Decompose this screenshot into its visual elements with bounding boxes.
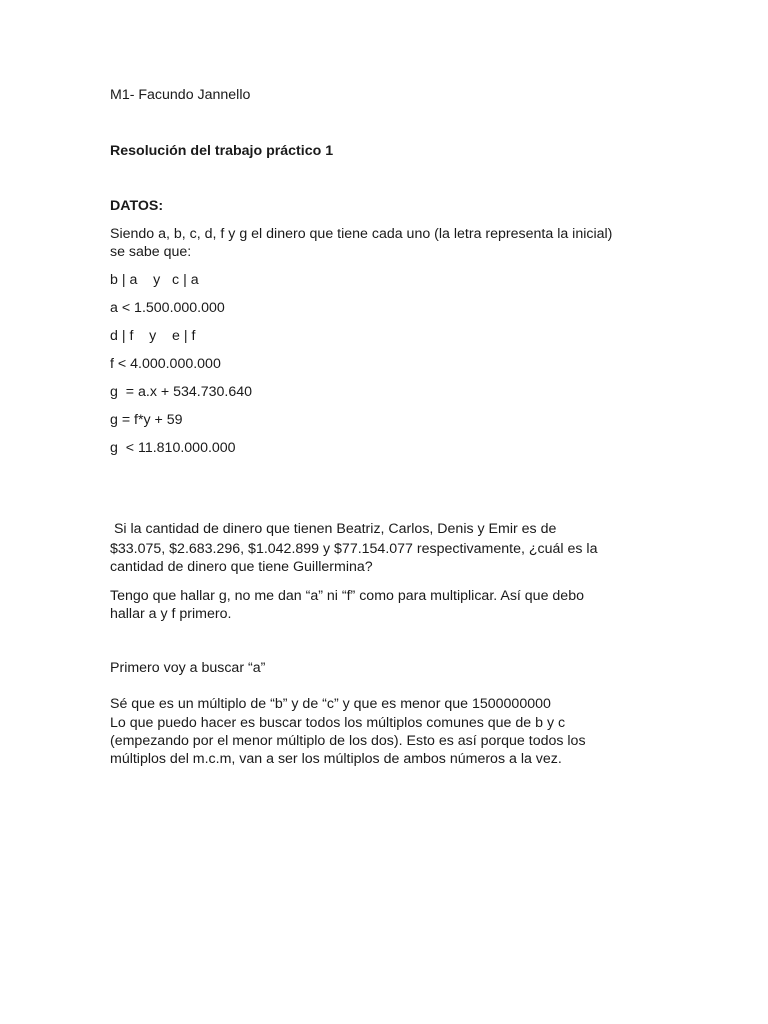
- reasoning-p1-line-2: hallar a y f primero.: [110, 606, 232, 622]
- datos-heading: DATOS:: [110, 198, 164, 214]
- fact-line: g = a.x + 534.730.640: [110, 384, 252, 400]
- fact-line: d | f y e | f: [110, 328, 196, 344]
- fact-line: b | a y c | a: [110, 272, 199, 288]
- reasoning-p3-line-2: Lo que puedo hacer es buscar todos los múltiplos comunes que de b y c: [110, 715, 566, 731]
- reasoning-p3-line-3: (empezando por el menor múltiplo de los dos). Esto es así porque todos los: [110, 733, 586, 749]
- fact-line: a < 1.500.000.000: [110, 300, 225, 316]
- question-line-2: $33.075, $2.683.296, $1.042.899 y $77.154.077 respectivamente, ¿cuál es la: [110, 541, 598, 557]
- document-title: Resolución del trabajo práctico 1: [110, 143, 334, 159]
- datos-intro-line-1: Siendo a, b, c, d, f y g el dinero que tiene cada uno (la letra representa la inicial): [110, 226, 613, 242]
- reasoning-p1-line-1: Tengo que hallar g, no me dan “a” ni “f” como para multiplicar. Así que debo: [110, 588, 584, 604]
- datos-intro-line-2: se sabe que:: [110, 244, 192, 260]
- fact-line: f < 4.000.000.000: [110, 356, 221, 372]
- reasoning-p2: Primero voy a buscar “a”: [110, 660, 266, 676]
- question-line-3: cantidad de dinero que tiene Guillermina?: [110, 559, 373, 575]
- question-line-1: Si la cantidad de dinero que tienen Beatriz, Carlos, Denis y Emir es de: [110, 521, 557, 537]
- fact-line: g = f*y + 59: [110, 412, 183, 428]
- fact-line: g < 11.810.000.000: [110, 440, 236, 456]
- author-line: M1- Facundo Jannello: [110, 87, 251, 103]
- reasoning-p3-line-4: múltiplos del m.c.m, van a ser los múltiplos de ambos números a la vez.: [110, 751, 562, 767]
- reasoning-p3-line-1: Sé que es un múltiplo de “b” y de “c” y que es menor que 1500000000: [110, 696, 551, 712]
